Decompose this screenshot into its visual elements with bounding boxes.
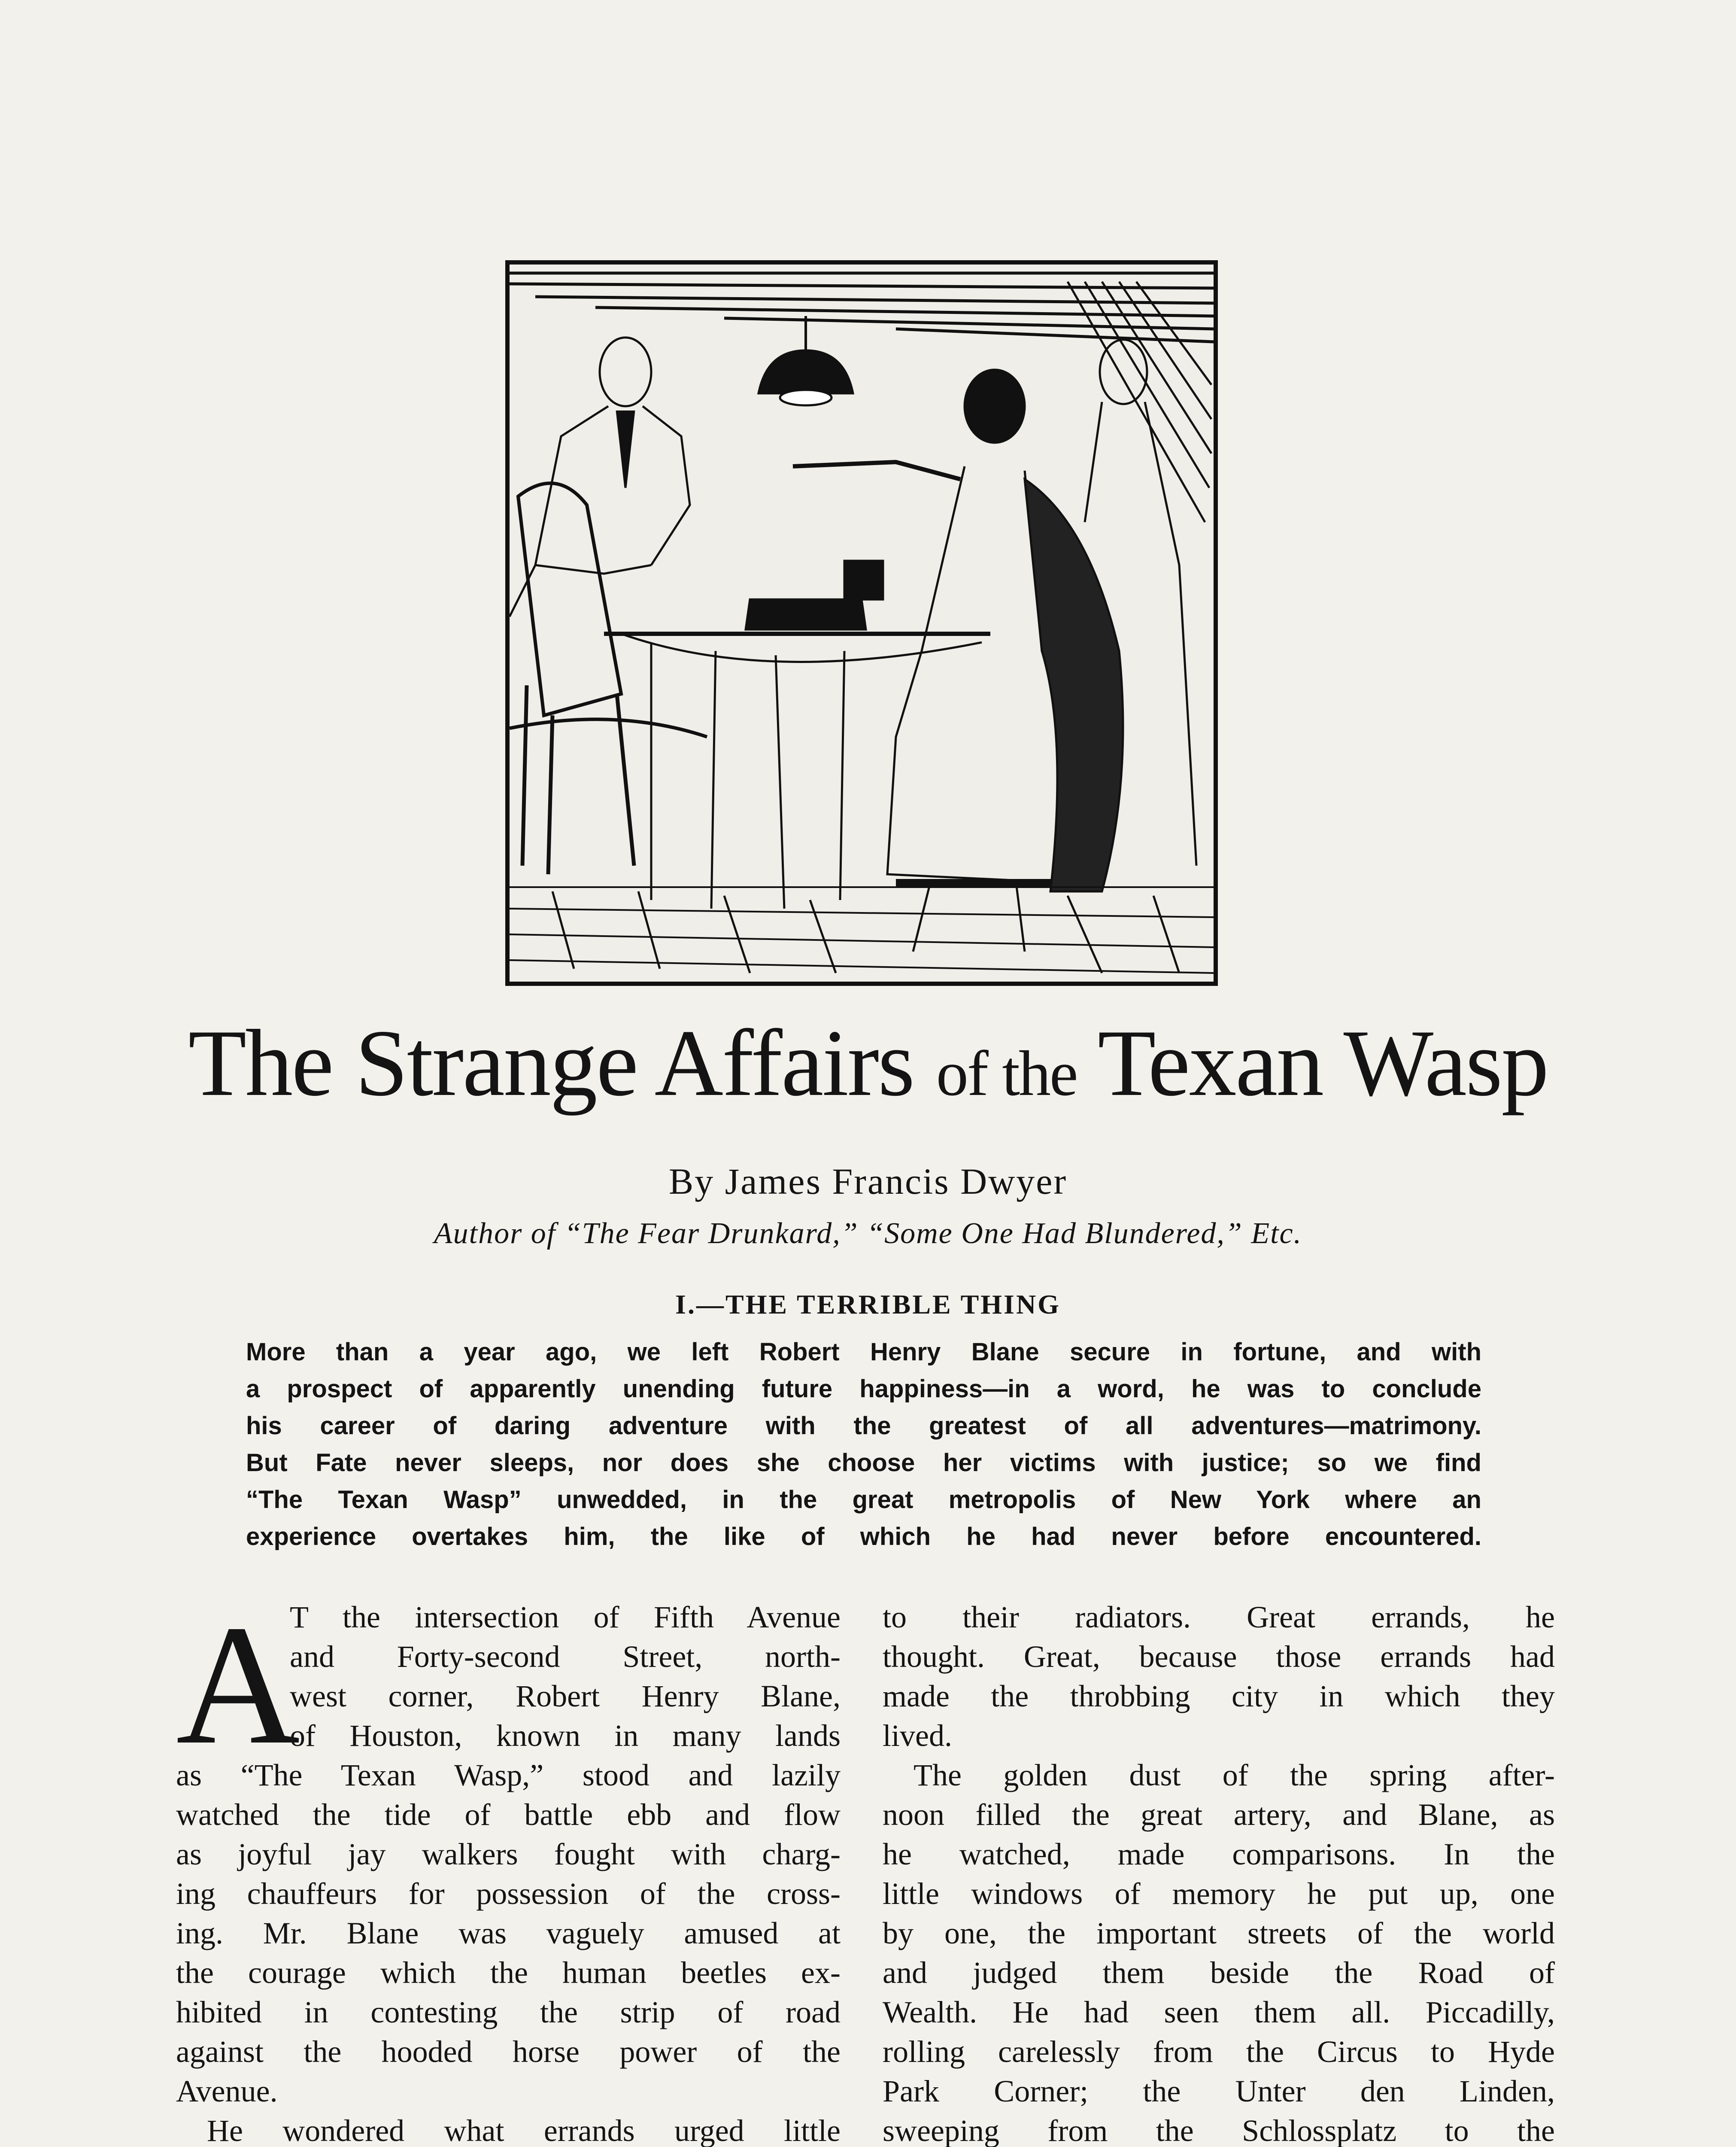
intro-paragraph bbox=[246, 1334, 1481, 1555]
body-line: little windows of memory he put up, one bbox=[883, 1876, 1555, 1911]
intro-line: a prospect of apparently unending future happiness—in a word, he was to conclude bbox=[246, 1375, 1481, 1403]
intro-line: his career of daring adventure with the greatest of all adventures—matrimony. bbox=[246, 1412, 1481, 1440]
left-column bbox=[176, 1590, 841, 2147]
right-column bbox=[883, 1597, 1555, 2147]
intro-line: “The Texan Wasp” unwedded, in the great metropolis of New York where an bbox=[246, 1486, 1481, 1514]
body-line: ing. Mr. Blane was vaguely amused at bbox=[176, 1916, 841, 1950]
title-part-1: The Strange Affairs bbox=[188, 1010, 914, 1116]
title-part-2: of the bbox=[936, 1038, 1077, 1109]
body-line: and judged them beside the Road of bbox=[883, 1955, 1555, 1990]
body-line: lived. bbox=[883, 1718, 952, 1753]
body-line: of Houston, known in many lands bbox=[290, 1718, 841, 1753]
body-line: sweeping from the Schlossplatz to the bbox=[883, 2114, 1555, 2147]
intro-line: But Fate never sleeps, nor does she choose her victims with justice; so we find bbox=[246, 1449, 1481, 1477]
body-line: He wondered what errands urged little bbox=[207, 2114, 841, 2147]
body-line: he watched, made comparisons. In the bbox=[883, 1837, 1555, 1871]
body-line: as joyful jay walkers fought with charg- bbox=[176, 1837, 841, 1871]
story-illustration bbox=[505, 260, 1218, 986]
byline: By James Francis Dwyer bbox=[668, 1161, 1068, 1202]
body-line: as “The Texan Wasp,” stood and lazily bbox=[176, 1758, 841, 1792]
illustration-drawing bbox=[510, 265, 1214, 982]
body-line: against the hooded horse power of the bbox=[176, 2034, 841, 2069]
drop-cap: A bbox=[176, 1590, 300, 1780]
body-line: by one, the important streets of the world bbox=[883, 1916, 1555, 1950]
body-line: west corner, Robert Henry Blane, bbox=[290, 1679, 841, 1713]
body-line: hibited in contesting the strip of road bbox=[176, 1995, 841, 2029]
body-line: made the throbbing city in which they bbox=[883, 1679, 1555, 1713]
author-credits: Author of “The Fear Drunkard,” “Some One Had Blundered,” Etc. bbox=[434, 1217, 1302, 1250]
intro-line: experience overtakes him, the like of which he had never before encountered. bbox=[246, 1523, 1481, 1551]
intro-line: More than a year ago, we left Robert Henry Blane secure in fortune, and with bbox=[246, 1338, 1481, 1366]
title-part-3: Texan Wasp bbox=[1098, 1010, 1548, 1116]
body-line: Park Corner; the Unter den Linden, bbox=[883, 2074, 1555, 2108]
body-line: T the intersection of Fifth Avenue bbox=[290, 1600, 841, 1634]
body-line: Wealth. He had seen them all. Piccadilly, bbox=[883, 1995, 1555, 2029]
body-line: the courage which the human beetles ex- bbox=[176, 1955, 841, 1990]
body-line: ing chauffeurs for possession of the cross- bbox=[176, 1876, 841, 1911]
body-line: and Forty-second Street, north- bbox=[290, 1639, 841, 1674]
body-line: to their radiators. Great errands, he bbox=[883, 1600, 1555, 1634]
body-line: thought. Great, because those errands had bbox=[883, 1639, 1555, 1674]
body-line: watched the tide of battle ebb and flow bbox=[176, 1797, 841, 1832]
body-line: noon filled the great artery, and Blane, as bbox=[883, 1797, 1555, 1832]
body-line: Avenue. bbox=[176, 2074, 278, 2108]
chapter-heading: I.—THE TERRIBLE THING bbox=[675, 1289, 1061, 1320]
body-line: The golden dust of the spring after- bbox=[914, 1758, 1555, 1792]
body-line: rolling carelessly from the Circus to Hyde bbox=[883, 2034, 1555, 2069]
story-title bbox=[0, 1010, 1736, 1116]
